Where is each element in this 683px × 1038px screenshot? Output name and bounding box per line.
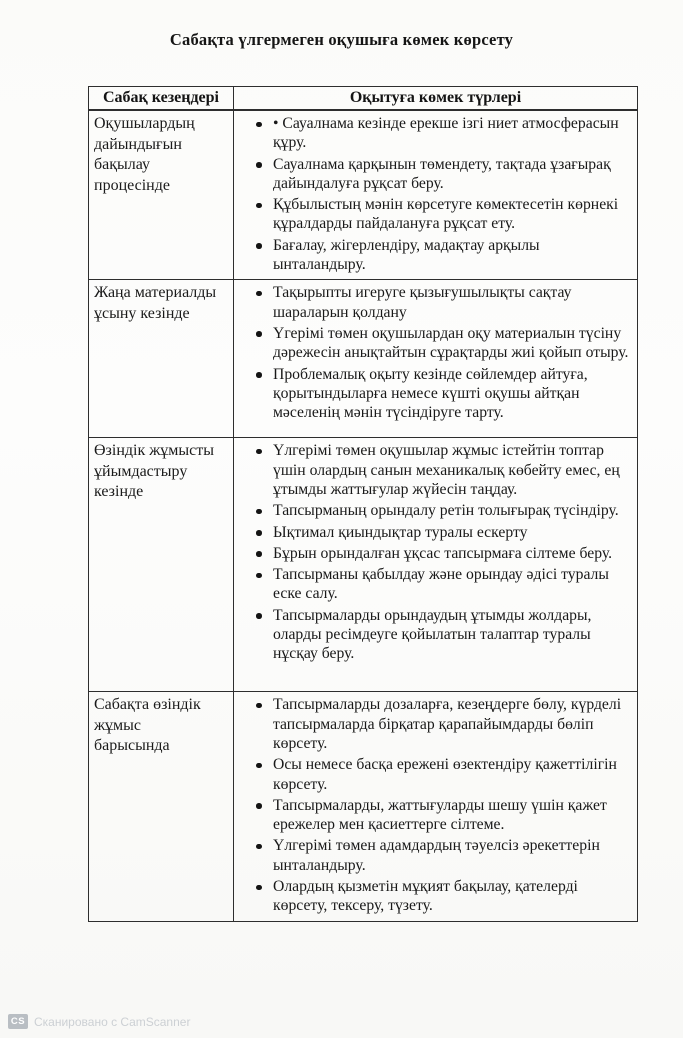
help-item: • Сауалнама кезінде ерекше ізгі ниет атмосферасын құру. [273, 114, 631, 153]
help-item: Олардың қызметін мұқият бақылау, қателерді көрсету, тексеру, түзету. [273, 877, 631, 916]
help-item: Үлгерімі төмен адамдардың тәуелсіз әрекеттерін ынталандыру. [273, 836, 631, 875]
table-header-row [89, 87, 638, 111]
table-row [89, 110, 638, 280]
stage-cell-text: Оқушылардың дайындығын бақылау процесінде [94, 115, 195, 194]
help-item: Тақырыпты игеруге қызығушылықты сақтау шараларын қолдану [273, 283, 631, 322]
help-list [234, 692, 637, 920]
table-body [89, 110, 638, 921]
document-title: Сабақта үлгермеген оқушыға көмек көрсету [169, 30, 514, 49]
help-item: Бағалау, жігерлендіру, мадақтау арқылы ынталандыру. [273, 236, 631, 275]
table-row [89, 692, 638, 921]
help-item: Тапсырманы қабылдау және орындау әдісі туралы еске салу. [273, 565, 631, 604]
help-item: Тапсырманың орындалу ретін толығырақ түсіндіру. [273, 501, 631, 520]
stage-cell-text: Сабақта өзіндік жұмыс барысында [94, 696, 201, 755]
help-list [234, 438, 637, 668]
table-row [89, 280, 638, 438]
stage-cell-text: Өзіндік жұмысты ұйымдастыру кезінде [94, 442, 215, 501]
help-item: Үгерімі төмен оқушылардан оқу материалын түсіну дәрежесін анықтайтын сұрақтарды жиі қойып отыру. [273, 324, 631, 363]
help-item: Тапсырмаларды орындаудың ұтымды жолдары, оларды ресімдеуге қойылатын талаптар туралы нұсқау беру. [273, 606, 631, 664]
help-cell [234, 110, 638, 280]
help-item: Тапсырмаларды, жаттығуларды шешу үшін қажет ережелер мен қасиеттерге сілтеме. [273, 796, 631, 835]
camscanner-logo-icon: CS [8, 1014, 28, 1029]
help-cell [234, 692, 638, 921]
help-cell [234, 280, 638, 438]
stage-cell-text: Жаңа материалды ұсыну кезінде [94, 284, 217, 322]
stage-cell [89, 692, 234, 921]
help-list [234, 111, 637, 279]
help-item: Бұрын орындалған ұқсас тапсырмаға сілтеме беру. [273, 544, 631, 563]
table-row [89, 438, 638, 692]
help-cell [234, 438, 638, 692]
help-list [234, 280, 637, 427]
help-item: Ықтимал қиындықтар туралы ескерту [273, 523, 631, 542]
stage-cell [89, 438, 234, 692]
help-item: Құбылыстың мәнін көрсетуге көмектесетін көрнекі құралдарды пайдалануға рұқсат ету. [273, 195, 631, 234]
stage-cell [89, 280, 234, 438]
camscanner-watermark [8, 1014, 190, 1029]
help-item: Проблемалық оқыту кезінде сөйлемдер айтуға, қорытындыларға немесе күшті оқушы айтқан мәселенің мәнін түсіндіруге тарту. [273, 365, 631, 423]
stage-cell [89, 110, 234, 280]
scanned-document-page [0, 30, 683, 1038]
camscanner-watermark-text: Сканировано с CamScanner [34, 1014, 191, 1029]
help-item: Үлгерімі төмен оқушылар жұмыс істейтін топтар үшін олардың санын механикалық көбейту емес, ең ұтымды жаттығулар жүйесін таңдау. [273, 441, 631, 499]
lesson-help-table [88, 86, 638, 922]
help-item: Осы немесе басқа ережені өзектендіру қажеттілігін көрсету. [273, 755, 631, 794]
column-header-stages: Сабақ кезеңдері [89, 87, 234, 111]
help-item: Тапсырмаларды дозаларға, кезеңдерге бөлу, күрделі тапсырмаларда бірқатар қарапайымдарды бөліп көрсету. [273, 695, 631, 753]
help-item: Сауалнама қарқынын төмендету, тақтада ұзағырақ дайындалуға рұқсат беру. [273, 155, 631, 194]
column-header-help-types: Оқытуға көмек түрлері [234, 87, 638, 111]
